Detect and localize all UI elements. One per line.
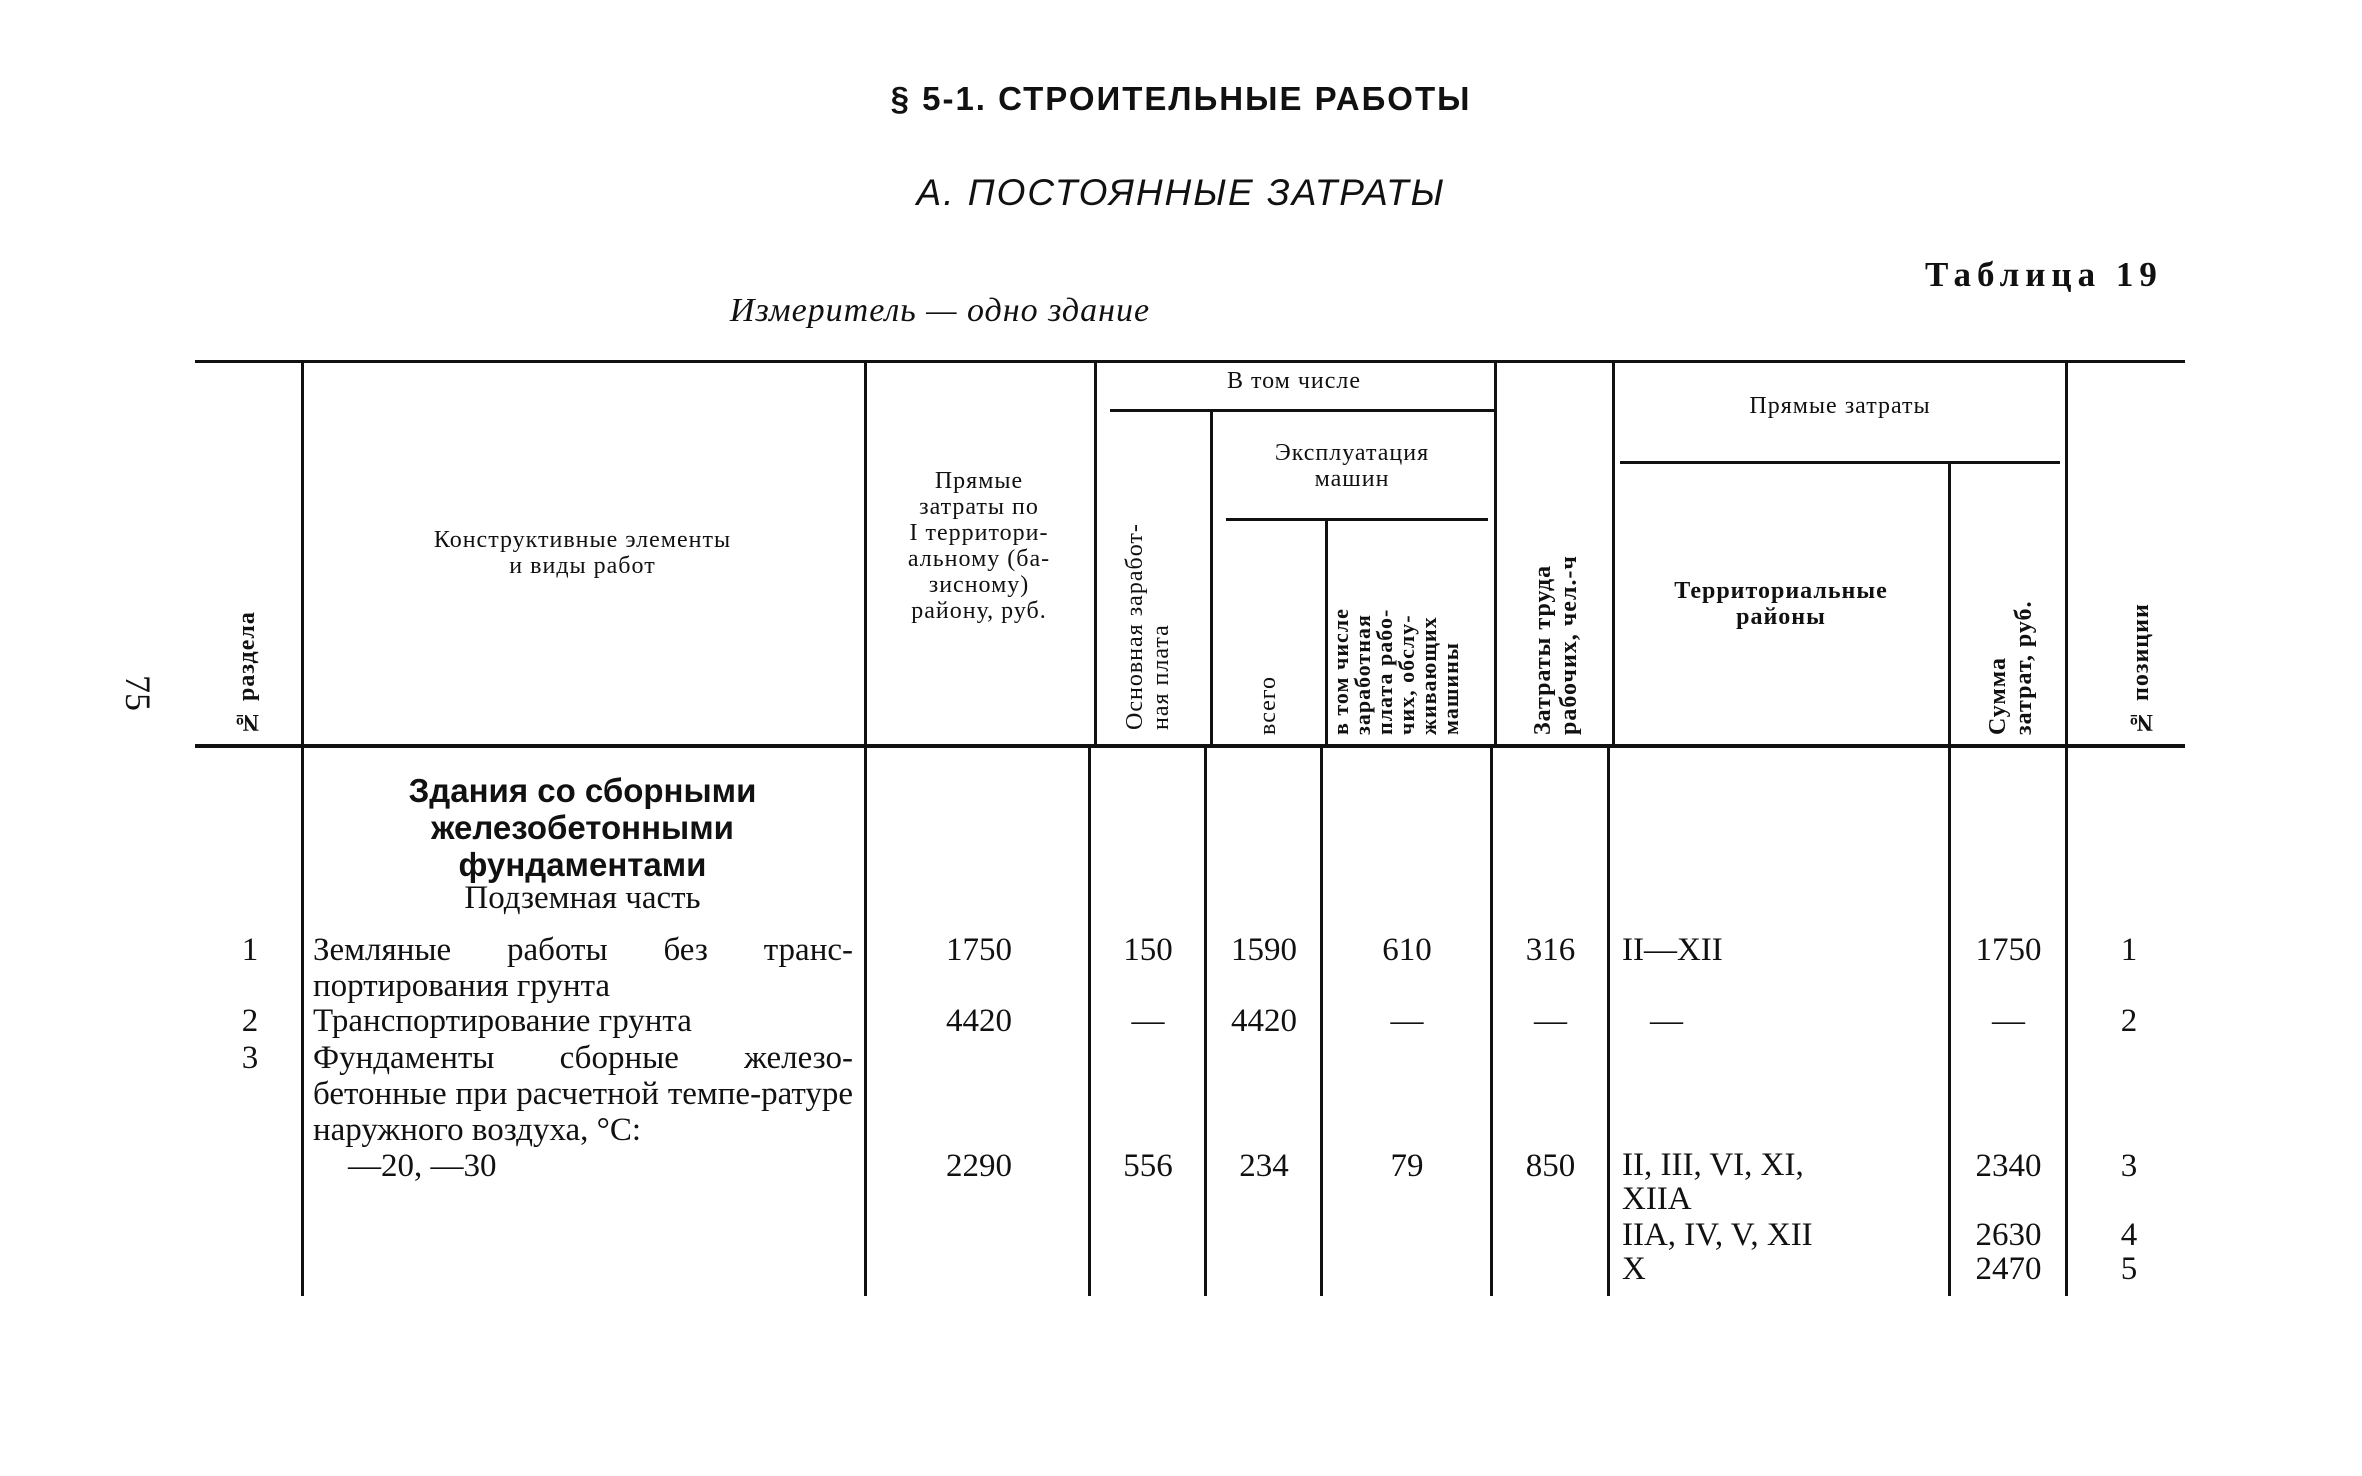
row-cost: 2290 (946, 1148, 1012, 1184)
direct-costs-rule (1620, 461, 2060, 464)
row-no: 1 (241, 932, 259, 968)
measure-unit: Измеритель — одно здание (729, 292, 1151, 329)
row-regions: — (1650, 1003, 1683, 1039)
row-no: 3 (241, 1040, 259, 1076)
row-sum: 2630 (1975, 1217, 2042, 1253)
col-header-labor: Затраты труда рабочих, чел.-ч (1530, 555, 1582, 735)
row-sum: — (1992, 1003, 2025, 1039)
body-divider (1204, 748, 1207, 1296)
group-title: Здания со сборными железобетонными фундаментами (408, 772, 757, 883)
header-divider (1494, 363, 1497, 744)
row-total: 4420 (1231, 1003, 1297, 1039)
body-divider (2065, 748, 2068, 1296)
row-total: 1590 (1231, 932, 1297, 968)
row-position: 2 (2120, 1003, 2138, 1039)
header-divider (1948, 464, 1951, 744)
row-no: 2 (241, 1003, 259, 1039)
row-position: 3 (2120, 1148, 2138, 1184)
body-divider (864, 748, 867, 1296)
col-header-base-wage: Основная заработ- ная плата (1122, 523, 1174, 730)
row-wage: — (1131, 1003, 1165, 1039)
header-divider (1210, 412, 1213, 744)
row-labor: — (1534, 1003, 1567, 1039)
header-bottom-rule (195, 744, 2185, 748)
machine-rule (1226, 518, 1488, 521)
col-header-direct-costs-group: Прямые затраты (1749, 393, 1931, 419)
row-description-value: —20, —30 (348, 1148, 497, 1184)
row-machine-wage: 610 (1382, 932, 1432, 968)
row-total: 234 (1239, 1148, 1289, 1184)
row-machine-wage: 79 (1390, 1148, 1424, 1184)
row-wage: 150 (1123, 932, 1173, 968)
col-header-machine-op: Эксплуатация машин (1274, 440, 1430, 492)
section-title: § 5-1. СТРОИТЕЛЬНЫЕ РАБОТЫ (890, 80, 1472, 117)
header-divider (1094, 363, 1097, 744)
col-header-incl-wage: в том числе заработная плата рабо- чих, обслу- живающих машины (1328, 608, 1463, 735)
page-number: 75 (118, 675, 158, 711)
incl-rule (1110, 409, 1494, 412)
col-header-direct-costs: Прямые затраты по I территори- альному (ба- зисному) району, руб. (907, 468, 1051, 624)
row-sum: 2470 (1975, 1251, 2042, 1287)
header-divider (864, 363, 867, 744)
table-label: Таблица 19 (1925, 255, 2163, 294)
row-description: Земляные работы без транс-портирования грунта (313, 932, 853, 1004)
row-regions: II—XII (1622, 932, 1723, 968)
row-position: 5 (2120, 1251, 2138, 1287)
group-subtitle: Подземная часть (464, 880, 701, 916)
row-machine-wage: — (1390, 1003, 1424, 1039)
row-position: 4 (2120, 1217, 2138, 1253)
row-cost: 4420 (946, 1003, 1012, 1039)
row-regions: II, III, VI, XI, XIIA (1622, 1147, 1804, 1217)
body-divider (1320, 748, 1323, 1296)
body-divider (301, 748, 304, 1296)
row-labor: 316 (1525, 932, 1576, 968)
row-sum: 1750 (1975, 932, 2042, 968)
col-header-incl: В том числе (1226, 368, 1362, 394)
body-divider (1490, 748, 1493, 1296)
col-header-position-no: № позиции (2128, 603, 2154, 735)
row-sum: 2340 (1975, 1148, 2042, 1184)
row-regions: X (1622, 1251, 1646, 1287)
col-header-section-no: № раздела (234, 611, 260, 735)
body-divider (1607, 748, 1610, 1296)
row-wage: 556 (1123, 1148, 1173, 1184)
row-cost: 1750 (946, 932, 1012, 968)
subsection-title: А. ПОСТОЯННЫЕ ЗАТРАТЫ (916, 172, 1446, 213)
row-description: Транспортирование грунта (313, 1003, 692, 1039)
table-top-rule (195, 360, 2185, 363)
col-header-regions: Территориальные районы (1674, 578, 1888, 630)
row-labor: 850 (1525, 1148, 1576, 1184)
header-divider (2065, 363, 2068, 744)
col-header-sum: Сумма затрат, руб. (1985, 600, 2037, 735)
body-divider (1948, 748, 1951, 1296)
header-divider (301, 363, 304, 744)
row-position: 1 (2120, 932, 2138, 968)
col-header-elements: Конструктивные элементы и виды работ (433, 527, 732, 579)
row-regions: IIA, IV, V, XII (1622, 1217, 1813, 1253)
header-divider (1612, 363, 1615, 744)
col-header-total: всего (1255, 675, 1281, 735)
row-description: Фундаменты сборные железо-бетонные при расчетной темпе-ратуре наружного воздуха, °С: (313, 1040, 853, 1148)
